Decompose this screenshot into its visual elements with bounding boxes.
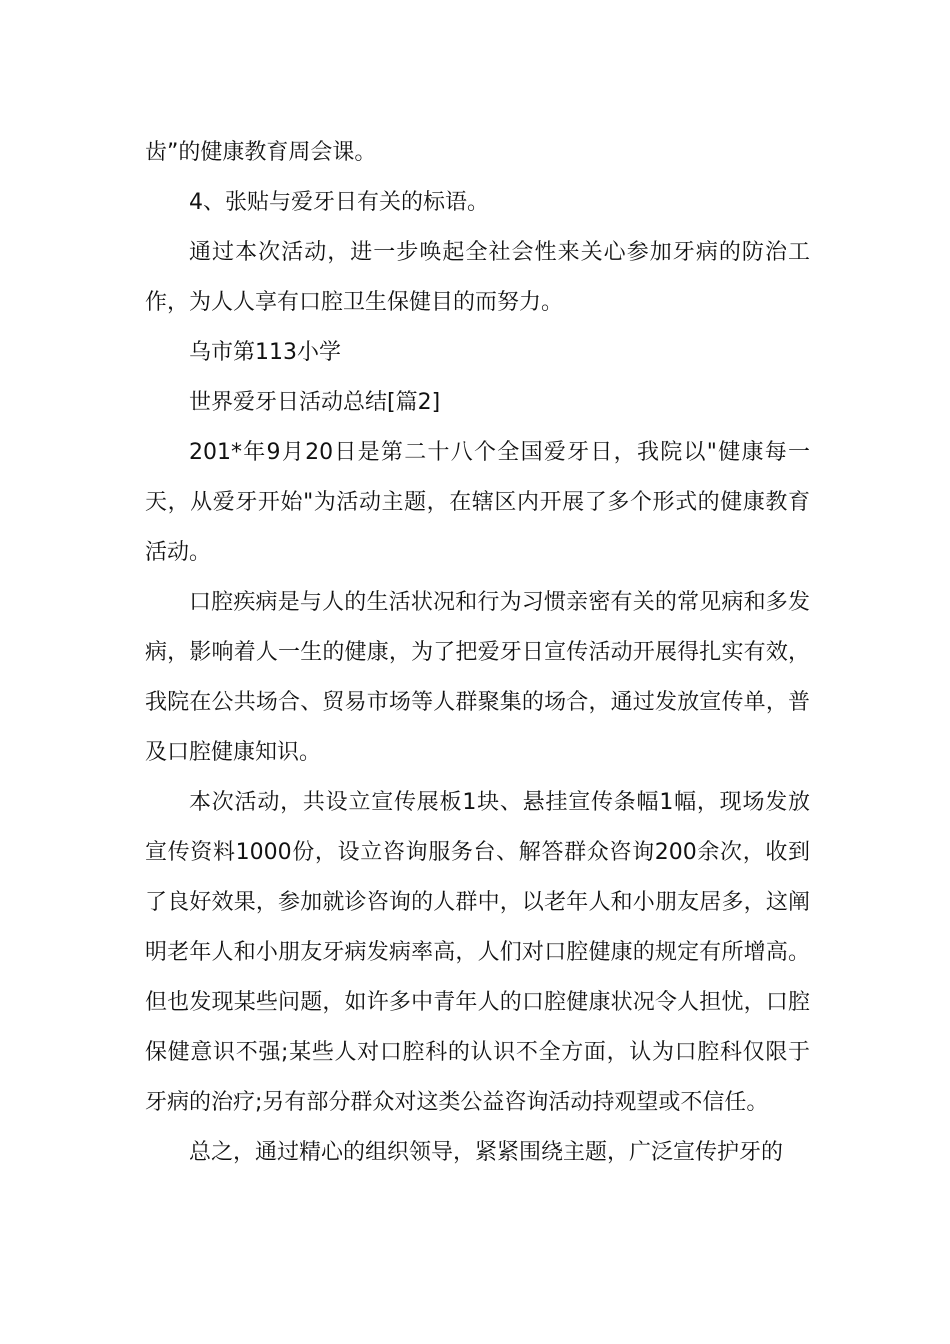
paragraph-9: 总之，通过精心的组织领导，紧紧围绕主题，广泛宣传护牙的 bbox=[189, 1140, 784, 1165]
document-body bbox=[145, 128, 810, 1178]
paragraph-7: 口腔疾病是与人的生活状况和行为习惯亲密有关的常见病和多发病，影响着人一生的健康，为了把爱牙日宣传活动开展得扎实有效，我院在公共场合、贸易市场等人群聚集的场合，通过发放宣传单，普及口腔健康知识。 bbox=[145, 590, 810, 765]
school-signature: 乌市第113小学 bbox=[189, 340, 341, 365]
paragraph-3: 通过本次活动，进一步唤起全社会性来关心参加牙病的防治工作，为人人享有口腔卫生保健目的而努力。 bbox=[145, 240, 810, 315]
paragraph-8: 本次活动，共设立宣传展板1块、悬挂宣传条幅1幅，现场发放宣传资料1000份，设立咨询服务台、解答群众咨询200余次，收到了良好效果，参加就诊咨询的人群中，以老年人和小朋友居多，这阐明老年人和小朋友牙病发病率高，人们对口腔健康的规定有所增高。但也发现某些问题，如许多中青年人的口腔健康状况令人担忧，口腔保健意识不强;某些人对口腔科的认识不全方面，认为口腔科仅限于牙病的治疗;另有部分群众对这类公益咨询活动持观望或不信任。 bbox=[145, 790, 810, 1115]
paragraph-2: 4、张贴与爱牙日有关的标语。 bbox=[189, 190, 489, 215]
section-heading: 世界爱牙日活动总结[篇2] bbox=[189, 390, 441, 415]
paragraph-6: 201*年9月20日是第二十八个全国爱牙日，我院以"健康每一天，从爱牙开始"为活动主题，在辖区内开展了多个形式的健康教育活动。 bbox=[145, 440, 810, 565]
paragraph-1: 齿”的健康教育周会课。 bbox=[145, 140, 377, 165]
